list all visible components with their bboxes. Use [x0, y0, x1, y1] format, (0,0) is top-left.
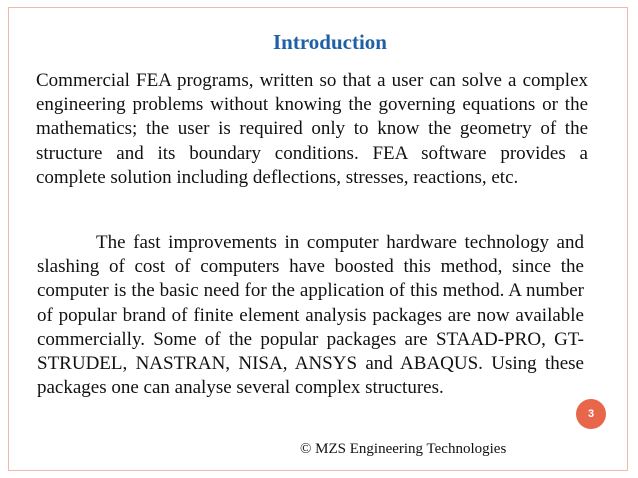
footer-copyright: © MZS Engineering Technologies: [300, 441, 507, 457]
intro-paragraph: Commercial FEA programs, written so that a user can solve a complex engineering problems without knowing the governing equations or the mathematics; the user is required only to know the geometry of the structure and its boundary conditions. FEA software provides a complete solution including deflections, stresses, reactions, etc.: [36, 70, 588, 188]
slide-title: Introduction: [273, 30, 387, 54]
page-number-badge: 3: [576, 399, 606, 429]
packages-paragraph: The fast improvements in computer hardware technology and slashing of cost of computers have boosted this method, since the computer is the basic need for the application of this method. A number of popular brand of finite element analysis packages are now available commercially. Some of the popular packages are STAAD-PRO, GT-STRUDEL, NASTRAN, NISA, ANSYS and ABAQUS. Using these packages one can analyse several complex structures.: [37, 232, 584, 399]
